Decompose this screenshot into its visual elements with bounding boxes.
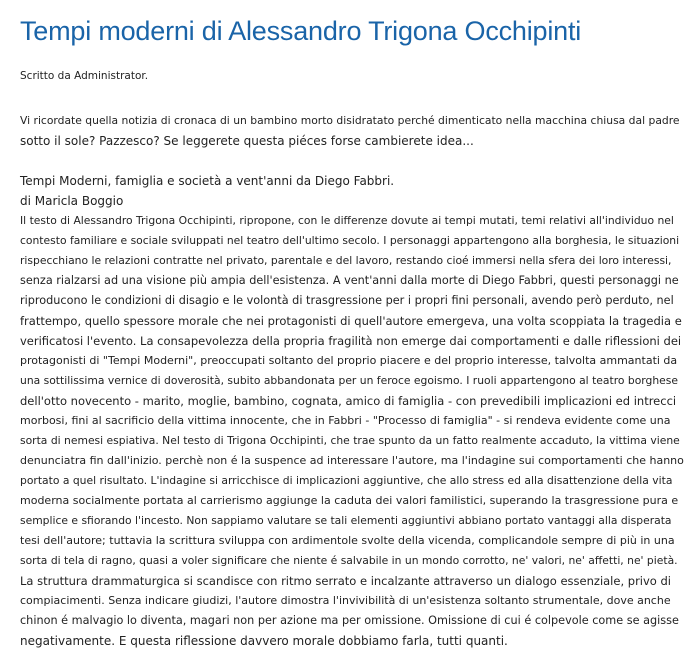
body-line: compiacimenti. Senza indicare giudizi, l'autore dimostra l'invivibilità di un'esistenza soltanto strumentale, dove anche: [20, 594, 671, 607]
body-line: una sottilissima vernice di doverosità, subito abbandonata per un feroce egoismo. I ruoli appartengono al teatro borghese: [20, 374, 678, 387]
body-line: dell'otto novecento - marito, moglie, bambino, cognata, amico di famiglia - con prevedibili implicazioni ed intrecci: [20, 394, 677, 408]
body-line: frattempo, quello spessore morale che nei protagonisti di quell'autore emergeva, una volta scoppiata la tragedia e: [20, 314, 682, 328]
body-line: Il testo di Alessandro Trigona Occhipinti, ripropone, con le differenze dovute ai tempi mutati, temi relativi all'individuo nel: [20, 214, 674, 227]
article-title[interactable]: Tempi moderni di Alessandro Trigona Occhipinti: [20, 16, 582, 46]
body-line: portato a quel risultato. L'indagine si arricchisce di implicazioni aggiuntive, che allo stress ed alla disattenzione della vita: [20, 474, 673, 487]
body-line: contesto familiare e sociale sviluppati nel teatro dell'ultimo secolo. I personaggi appartengono alla borghesia, le situazioni: [20, 234, 680, 247]
body-line: tesi dell'autore; tuttavia la scrittura sviluppa con ardimentole svolte della vicenda, complicandole sempre di più in una: [20, 534, 675, 547]
body-line: moderna socialmente portata al carrierismo aggiunge la caduta dei valori familistici, superando la trasgressione pura e: [20, 494, 679, 507]
author-line: Scritto da Administrator.: [20, 70, 149, 82]
body-line: sorta di tela di ragno, quasi a voler significare che niente é salvabile in un mondo corrotto, ne' valori, ne' affetti, ne' pietà.: [20, 554, 678, 567]
body-heading: Tempi Moderni, famiglia e società a vent'anni da Diego Fabbri.: [20, 174, 395, 188]
body-line: chinon é malvagio lo diventa, magari non per azione ma per omissione. Omissione di cui é colpevole come se agisse: [20, 614, 679, 627]
body-text: [20, 171, 684, 651]
body-line: negativamente. E questa riflessione davvero morale dobbiamo farla, tutti quanti.: [20, 634, 508, 648]
body-line: riproducono le condizioni di disagio e le volontà di trasgressione per i propri fini personali, avendo però perduto, nel: [20, 294, 674, 307]
body-byline: di Maricla Boggio: [20, 194, 124, 208]
intro-line: sotto il sole? Pazzesco? Se leggerete questa piéces forse cambierete idea...: [20, 134, 474, 148]
intro-paragraph: [20, 111, 684, 151]
body-line: semplice e sfiorando l'incesto. Non sappiamo valutare se tali elementi aggiuntivi abbiano portato vantaggi alla disperata: [20, 514, 672, 527]
intro-line: Vi ricordate quella notizia di cronaca di un bambino morto disidratato perché dimenticato nella macchina chiusa dal padre: [20, 114, 680, 127]
body-line: denunciatra fin dall'inizio. perchè non é la suspence ad interessare l'autore, ma l'indagine sui comportamenti che hanno: [20, 454, 684, 467]
body-line: morbosi, fini al sacrificio della vittima innocente, che in Fabbri - "Processo di famiglia" - si rendeva evidente come una: [20, 414, 671, 427]
body-line: verificatosi l'evento. La consapevolezza della propria fragilità non emerge dai comportamenti e dalle riflessioni dei: [20, 334, 682, 348]
body-line: rispecchiano le relazioni contratte nel privato, parentale e del lavoro, restando cioé immersi nella sfera dei loro interessi,: [20, 254, 672, 267]
body-line: sorta di nemesi espiativa. Nel testo di Trigona Occhipinti, che trae spunto da un fatto realmente accaduto, la vittima viene: [20, 434, 680, 447]
body-line: senza rialzarsi ad una visione più ampia dell'esistenza. A vent'anni dalla morte di Diego Fabbri, questi personaggi ne: [20, 274, 679, 287]
body-line: protagonisti di "Tempi Moderni", preoccupati soltanto del proprio piacere e del proprio interesse, talvolta ammantati da: [20, 354, 678, 367]
body-line: La struttura drammaturgica si scandisce con ritmo serrato e incalzante attraverso un dialogo essenziale, privo di: [20, 574, 671, 588]
